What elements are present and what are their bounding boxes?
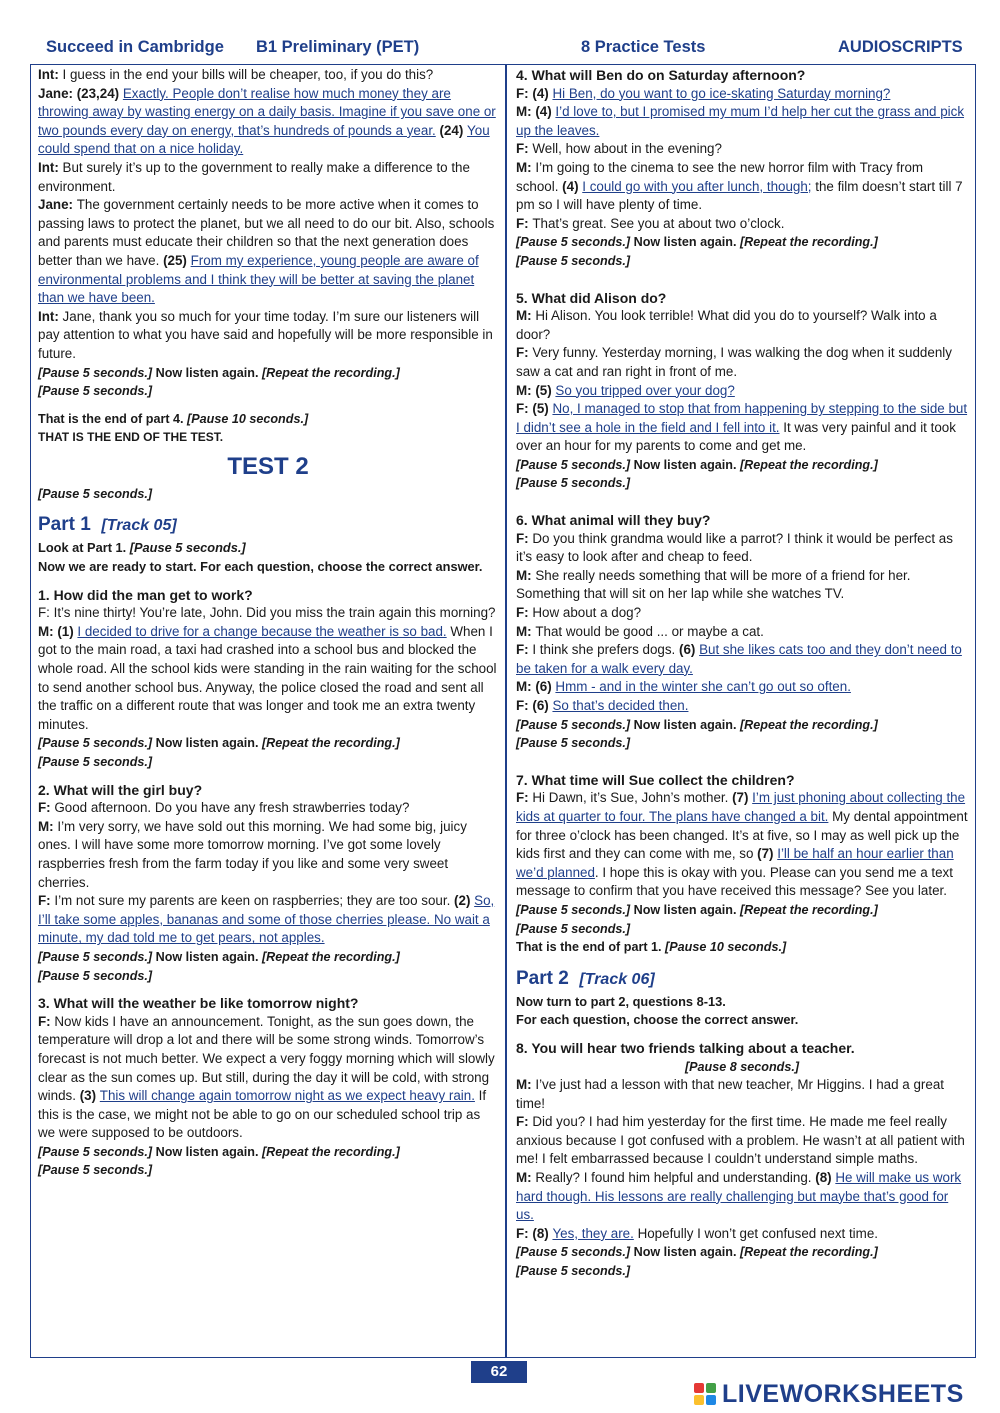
test-title: TEST 2 [227, 452, 309, 480]
pause-note: [Pause 5 seconds.] Now listen again. [Repeat the recording.] [516, 717, 878, 732]
pause-note: [Pause 5 seconds.] [516, 253, 631, 268]
paragraph: M: Hi Alison. You look terrible! What did you do to yourself? Walk into a door? [516, 308, 937, 342]
question-heading: 3. What will the weather be like tomorrow night? [38, 995, 359, 1012]
paragraph: M: I’m very sorry, we have sold out this morning. We had some big, juicy ones. I will have some more tomorrow morning. I’ve got some lovely raspberries fresh from the farm today if you like and some very sweet cherries. [38, 818, 467, 890]
question-heading: 5. What did Alison do? [516, 289, 667, 306]
question-heading: 7. What time will Sue collect the children? [516, 771, 795, 788]
right-column [516, 66, 968, 1281]
paragraph: F: Very funny. Yesterday morning, I was walking the dog when it suddenly saw a cat and ran right in front of me. [516, 345, 952, 379]
question-heading: 6. What animal will they buy? [516, 512, 711, 529]
paragraph: F: (4) Hi Ben, do you want to go ice-skating Saturday morning? [516, 85, 891, 101]
pause-note: [Pause 5 seconds.] Now listen again. [Repeat the recording.] [38, 365, 400, 380]
pause-note: [Pause 5 seconds.] [38, 486, 153, 501]
paragraph: M: I’m going to the cinema to see the new horror film with Tracy from school. (4) I could go with you after lunch, though; the film doesn’t start till 7 pm so I will have plenty of time. [516, 159, 963, 213]
instruction: Now we are ready to start. For each question, choose the correct answer. [38, 559, 483, 575]
pause-note: [Pause 5 seconds.] Now listen again. [Repeat the recording.] [516, 457, 878, 472]
left-column [38, 66, 498, 1180]
part-title: Part 1 [Track 05] [38, 514, 177, 536]
pause-note: [Pause 5 seconds.] Now listen again. [Repeat the recording.] [38, 1144, 400, 1159]
pause-note: [Pause 5 seconds.] [38, 755, 153, 769]
pause-note: [Pause 5 seconds.] [516, 921, 631, 936]
pause-note: [Pause 5 seconds.] [516, 736, 631, 751]
paragraph: F: I think she prefers dogs. (6) But she likes cats too and they don’t need to be taken for a walk every day. [516, 642, 962, 676]
series-title: 8 Practice Tests [581, 38, 706, 56]
level-title: B1 Preliminary (PET) [256, 38, 420, 56]
paragraph: F: Did you? I had him yesterday for the first time. He made me feel really anxious because I got confused with a problem. He wasn’t at all patient with me! I felt embarrassed because I couldn’t understand simple maths. [516, 1114, 965, 1167]
part-title: Part 2 [Track 06] [516, 967, 655, 989]
paragraph: M: (1) I decided to drive for a change because the weather is so bad. When I got to the main road, a taxi had crashed into a school bus and blocked the whole road. All the school kids were standing in the rain waiting for the school to send another school bus. Anyway, the police closed the road and sent all the traffic on a different route that was longer and took me an extra twenty minutes. [38, 623, 497, 732]
pause-note: [Pause 5 seconds.] Now listen again. [Repeat the recording.] [38, 736, 400, 751]
question-heading: 8. You will hear two friends talking about a teacher. [516, 1039, 855, 1056]
section-title: AUDIOSCRIPTS [838, 38, 963, 56]
page-header [0, 34, 1000, 64]
logo-grid-icon [694, 1383, 718, 1407]
paragraph: M: (4) I’d love to, but I promised my mum I’d help her cut the grass and pick up the leaves. [516, 104, 965, 138]
paragraph: M: She really needs something that will be more of a friend for her. Something that will sit on her lap while she watches TV. [516, 567, 911, 602]
pause-note: [Pause 5 seconds.] Now listen again. [Repeat the recording.] [38, 949, 400, 964]
pause-note: [Pause 5 seconds.] [38, 968, 153, 983]
page-number: 62 [471, 1361, 527, 1383]
paragraph: F: That’s great. See you at about two o’clock. [516, 215, 785, 231]
question-heading: 4. What will Ben do on Saturday afternoon? [516, 67, 806, 83]
instruction: Now turn to part 2, questions 8-13. [516, 993, 726, 1009]
pause-note: [Pause 5 seconds.] [38, 1163, 153, 1178]
paragraph: F: Do you think grandma would like a parrot? I think it would be perfect as it’s easy to look after and cheap to feed. [516, 530, 953, 565]
pause-note: [Pause 5 seconds.] Now listen again. [Repeat the recording.] [516, 1245, 878, 1260]
pause-note: [Pause 8 seconds.] [684, 1059, 800, 1074]
instruction: For each question, choose the correct answer. [516, 1012, 799, 1028]
logo-text: LIVEWORKSHEETS [722, 1380, 964, 1408]
pause-note: [Pause 5 seconds.] Now listen again. [Repeat the recording.] [516, 902, 878, 917]
paragraph: F: (5) No, I managed to stop that from happening by stepping to the side but I didn’t see a hole in the field and I fell into it. It was very painful and it took over an hour for my parents to come and get me. [516, 401, 968, 454]
question-heading: 1. How did the man get to work? [38, 586, 253, 603]
pause-note: [Pause 5 seconds.] [516, 476, 631, 491]
paragraph: F: It’s nine thirty! You’re late, John. Did you miss the train again this morning? [38, 605, 496, 621]
book-title: Succeed in Cambridge [46, 38, 224, 56]
end-part-note: That is the end of part 1. [Pause 10 seconds.] [516, 940, 787, 955]
paragraph: M: Really? I found him helpful and understanding. (8) He will make us work hard though. His lessons are really challenging but maybe that’s good for us. [516, 1170, 962, 1223]
paragraph: M: (5) So you tripped over your dog? [516, 382, 735, 398]
paragraph: M: (6) Hmm - and in the winter she can’t go out so often. [516, 679, 851, 695]
paragraph: Int: I guess in the end your bills will be cheaper, too, if you do this? [38, 67, 434, 82]
paragraph: F: I’m not sure my parents are keen on raspberries; they are too sour. (2) So, I’ll take some apples, bananas and some of those cherries please. No wait a minute, my dad told me to get pears, not apples. [38, 893, 495, 946]
paragraph: F: Now kids I have an announcement. Tonight, as the sun goes down, the temperature will drop a lot and there will be some strong winds. Tomorrow’s forecast is not much better. We expect a very foggy morning which will slowly clear as the sun comes up. But still, during the day it will be cold, with strong winds. (3) This will change again tomorrow night as we expect heavy rain. If this is the case, we might not be able to go on our scheduled school trip as we were supposed to be outdoors. [38, 1013, 495, 1141]
instruction: Look at Part 1. [Pause 5 seconds.] [38, 540, 246, 556]
paragraph: F: Hi Dawn, it’s Sue, John’s mother. (7) I’m just phoning about collecting the kids at quarter to four. The plans have changed a bit. My dental appointment for three o’clock has been changed. It’s at five, so I may as well pick up the kids first and they can come with me, so (7) I’ll be half an hour earlier than we’d planned. I hope this is okay with you. Please can you send me a text message to confirm that you have received this message? See you later. [516, 790, 968, 899]
paragraph: M: That would be good ... or maybe a cat. [516, 623, 764, 639]
pause-note: [Pause 5 seconds.] Now listen again. [Repeat the recording.] [516, 235, 878, 250]
column-divider [505, 64, 507, 1358]
paragraph: Int: But surely it’s up to the government to really make a difference to the environment. [38, 159, 470, 194]
paragraph: Jane: (23,24) Exactly. People don’t realise how much money they are throwing away by wasting energy on a daily basis. Imagine if you save one or two pounds every day on energy, that’s hundreds of pounds a year. (24) You could spend that on a nice holiday. [38, 85, 496, 157]
paragraph: M: I’ve just had a lesson with that new teacher, Mr Higgins. I had a great time! [516, 1077, 944, 1111]
paragraph: F: Well, how about in the evening? [516, 141, 722, 157]
end-part-note: That is the end of part 4. [Pause 10 seconds.] [38, 411, 309, 426]
pause-note: [Pause 5 seconds.] [516, 1264, 631, 1279]
pause-note: [Pause 5 seconds.] [38, 384, 153, 399]
end-test-note: THAT IS THE END OF THE TEST. [38, 430, 224, 445]
paragraph: F: (8) Yes, they are. Hopefully I won’t get confused next time. [516, 1225, 878, 1241]
liveworksheets-logo [694, 1380, 994, 1410]
paragraph: F: (6) So that’s decided then. [516, 698, 689, 713]
paragraph: Jane: The government certainly needs to be more active when it comes to passing laws to protect the planet, but we all need to do our bit. Also, schools and parents must educate their children so that the next generation does better than we have. (25) From my experience, young people are aware of environmental problems and I think they will be better at saving the planet than we have been. [38, 197, 495, 306]
question-heading: 2. What will the girl buy? [38, 781, 203, 798]
paragraph: F: Good afternoon. Do you have any fresh strawberries today? [38, 800, 410, 816]
paragraph: F: How about a dog? [516, 605, 642, 621]
paragraph: Int: Jane, thank you so much for your time today. I’m sure our listeners will pay attention to what you have said and hopefully will be more responsible in future. [38, 308, 493, 361]
